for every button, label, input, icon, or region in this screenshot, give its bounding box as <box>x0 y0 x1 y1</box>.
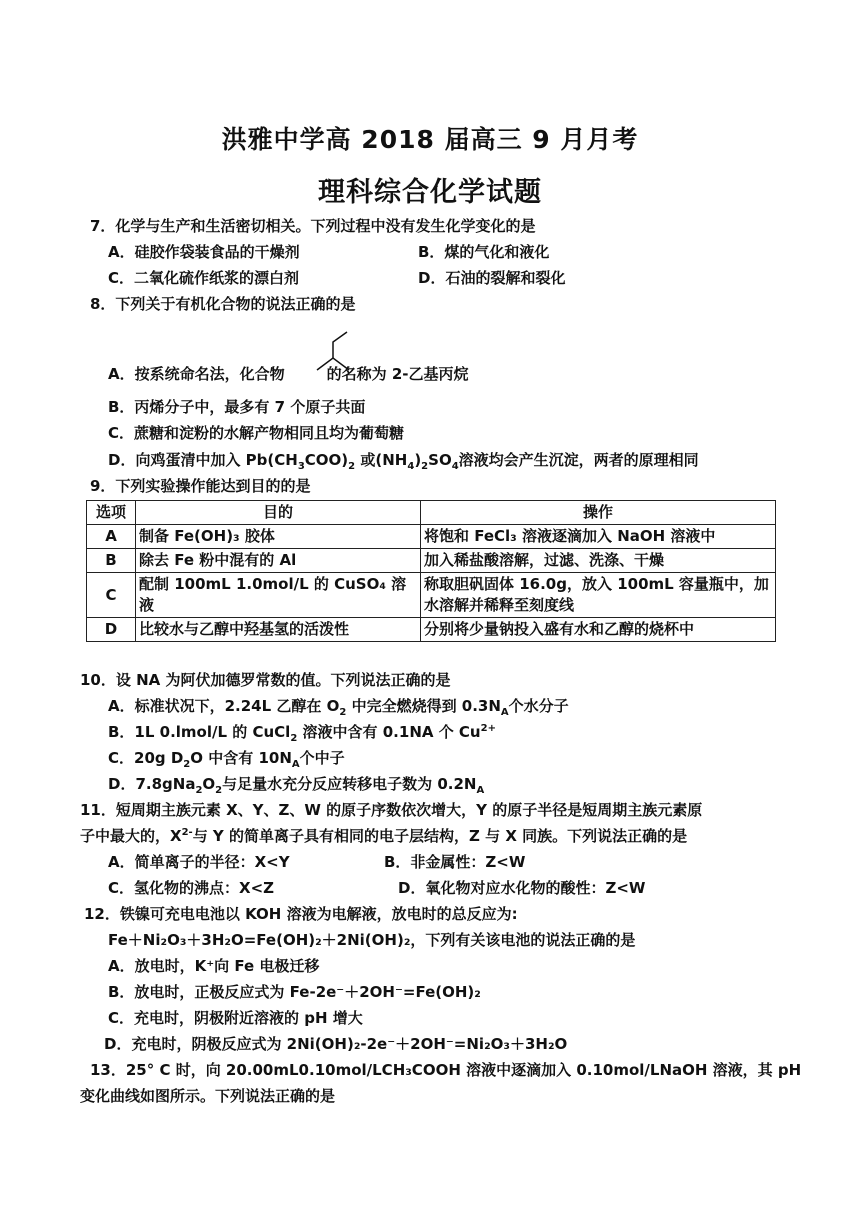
table-row <box>87 573 776 618</box>
q11-option-c: C．氢化物的沸点：X<Z <box>108 879 275 897</box>
subscript: A <box>500 707 509 718</box>
q10-a-text-2: 中完全燃烧得到 0.3N <box>346 697 501 715</box>
row-option: A <box>87 525 136 549</box>
q11-stem-line-2 <box>80 826 687 846</box>
header-operation: 操作 <box>421 501 776 525</box>
subscript: 2 <box>183 759 191 770</box>
q9-stem: 9．下列实验操作能达到目的的是 <box>90 477 311 495</box>
q11-stem-line-1: 11．短周期主族元素 X、Y、Z、W 的原子序数依次增大，Y 的原子半径是短周期主族元素原 <box>80 801 703 819</box>
q8-option-a <box>108 364 469 384</box>
table-row <box>87 549 776 573</box>
q10-stem: 10．设 NA 为阿伏加德罗常数的值。下列说法正确的是 <box>80 671 451 689</box>
row-operation: 分别将少量钠投入盛有水和乙醇的烧杯中 <box>421 618 776 642</box>
row-operation: 加入稀盐酸溶解，过滤、洗涤、干燥 <box>421 549 776 573</box>
superscript: 2+ <box>480 723 496 734</box>
q11-line2-text-1: 子中最大的，X <box>80 827 182 845</box>
q12-option-d: D．充电时，阴极反应式为 2Ni(OH)₂-2e⁻＋2OH⁻=Ni₂O₃＋3H₂O <box>104 1035 568 1053</box>
q8-option-b: B．丙烯分子中，最多有 7 个原子共面 <box>108 398 366 416</box>
q10-option-b <box>108 722 496 742</box>
q13-stem-line-2: 变化曲线如图所示。下列说法正确的是 <box>80 1087 336 1105</box>
q11-option-d: D．氧化物对应水化物的酸性：Z<W <box>398 879 646 897</box>
subscript: A <box>291 759 300 770</box>
q7-option-a: A．硅胶作袋装食品的干燥剂 <box>108 243 300 261</box>
q8-option-d <box>108 450 699 470</box>
q10-c-text-1: C．20g D <box>108 749 184 767</box>
q10-option-c <box>108 748 345 768</box>
table-row <box>87 525 776 549</box>
row-operation: 称取胆矾固体 16.0g，放入 100mL 容量瓶中，加水溶解并稀释至刻度线 <box>421 573 776 618</box>
q8-a-prefix: A．按系统命名法，化合物 <box>108 365 285 383</box>
q8-d-text-5: SO <box>428 451 452 469</box>
table-header-row <box>87 501 776 525</box>
subscript: 2 <box>421 461 429 472</box>
q10-d-text-2: O <box>202 775 216 793</box>
q10-a-text-3: 个水分子 <box>508 697 569 715</box>
q12-option-b: B．放电时，正极反应式为 Fe-2e⁻＋2OH⁻=Fe(OH)₂ <box>108 983 481 1001</box>
row-goal: 除去 Fe 粉中混有的 Al <box>136 549 421 573</box>
subscript: 2 <box>348 461 356 472</box>
q12-option-c: C．充电时，阴极附近溶液的 pH 增大 <box>108 1009 363 1027</box>
row-option: D <box>87 618 136 642</box>
q7-option-c: C．二氧化硫作纸浆的漂白剂 <box>108 269 300 287</box>
q12-equation: Fe＋Ni₂O₃＋3H₂O=Fe(OH)₂＋2Ni(OH)₂，下列有关该电池的说法正确的是 <box>108 931 636 949</box>
q10-c-text-2: O 中含有 10N <box>190 749 292 767</box>
q7-option-b: B．煤的气化和液化 <box>418 243 550 261</box>
q7-stem: 7．化学与生产和生活密切相关。下列过程中没有发生化学变化的是 <box>90 217 536 235</box>
q11-option-b: B．非金属性：Z<W <box>384 853 526 871</box>
header-option: 选项 <box>87 501 136 525</box>
q8-a-suffix: 的名称为 2-乙基丙烷 <box>326 365 469 383</box>
q10-option-d <box>108 774 484 794</box>
q8-d-text-1: D．向鸡蛋清中加入 Pb(CH <box>108 451 298 469</box>
q11-option-a: A．简单离子的半径：X<Y <box>108 853 290 871</box>
q8-d-text-2: COO) <box>304 451 349 469</box>
table-row <box>87 618 776 642</box>
row-goal: 制备 Fe(OH)₃ 胶体 <box>136 525 421 549</box>
q8-option-c: C．蔗糖和淀粉的水解产物相同且均为葡萄糖 <box>108 424 405 442</box>
q7-option-d: D．石油的裂解和裂化 <box>418 269 566 287</box>
row-option: B <box>87 549 136 573</box>
q8-d-text-4: ) <box>414 451 422 469</box>
q10-d-text-3: 与足量水充分反应转移电子数为 0.2N <box>222 775 477 793</box>
q10-option-a <box>108 696 569 716</box>
q11-line2-text-2: 与 Y 的简单离子具有相同的电子层结构，Z 与 X 同族。下列说法正确的是 <box>192 827 688 845</box>
q8-d-text-3: 或(NH <box>360 451 408 469</box>
superscript: 2- <box>181 827 193 838</box>
q12-stem: 12．铁镍可充电电池以 KOH 溶液为电解液，放电时的总反应为: <box>84 905 518 923</box>
exam-subtitle: 理科综合化学试题 <box>318 177 542 208</box>
exam-title: 洪雅中学高 2018 届高三 9 月月考 <box>221 125 639 154</box>
q10-b-text-1: B．1L 0.lmol/L 的 CuCl <box>108 723 291 741</box>
q8-stem: 8．下列关于有机化合物的说法正确的是 <box>90 295 356 313</box>
row-goal: 比较水与乙醇中羟基氢的活泼性 <box>136 618 421 642</box>
q9-table <box>86 500 776 642</box>
q13-stem-line-1: 13．25° C 时，向 20.00mL0.10mol/LCH₃COOH 溶液中逐滴加入 0.10mol/LNaOH 溶液，其 pH <box>90 1061 802 1079</box>
subscript: 2 <box>195 785 203 796</box>
q10-d-text-1: D．7.8gNa <box>108 775 196 793</box>
q10-c-text-3: 个中子 <box>299 749 345 767</box>
subscript: 2 <box>290 733 298 744</box>
q8-d-text-6: 溶液均会产生沉淀，两者的原理相同 <box>458 451 699 469</box>
subscript: 2 <box>339 707 347 718</box>
subscript: 4 <box>451 461 459 472</box>
subscript: 4 <box>407 461 415 472</box>
header-goal: 目的 <box>136 501 421 525</box>
q10-b-text-2: 溶液中含有 0.1NA 个 Cu <box>297 723 481 741</box>
row-operation: 将饱和 FeCl₃ 溶液逐滴加入 NaOH 溶液中 <box>421 525 776 549</box>
row-option: C <box>87 573 136 618</box>
subscript: 2 <box>215 785 223 796</box>
q12-option-a: A．放电时，K⁺向 Fe 电极迁移 <box>108 957 320 975</box>
subscript: A <box>476 785 485 796</box>
subscript: 3 <box>297 461 305 472</box>
row-goal: 配制 100mL 1.0mol/L 的 CuSO₄ 溶液 <box>136 573 421 618</box>
q10-a-text-1: A．标准状况下，2.24L 乙醇在 O <box>108 697 340 715</box>
